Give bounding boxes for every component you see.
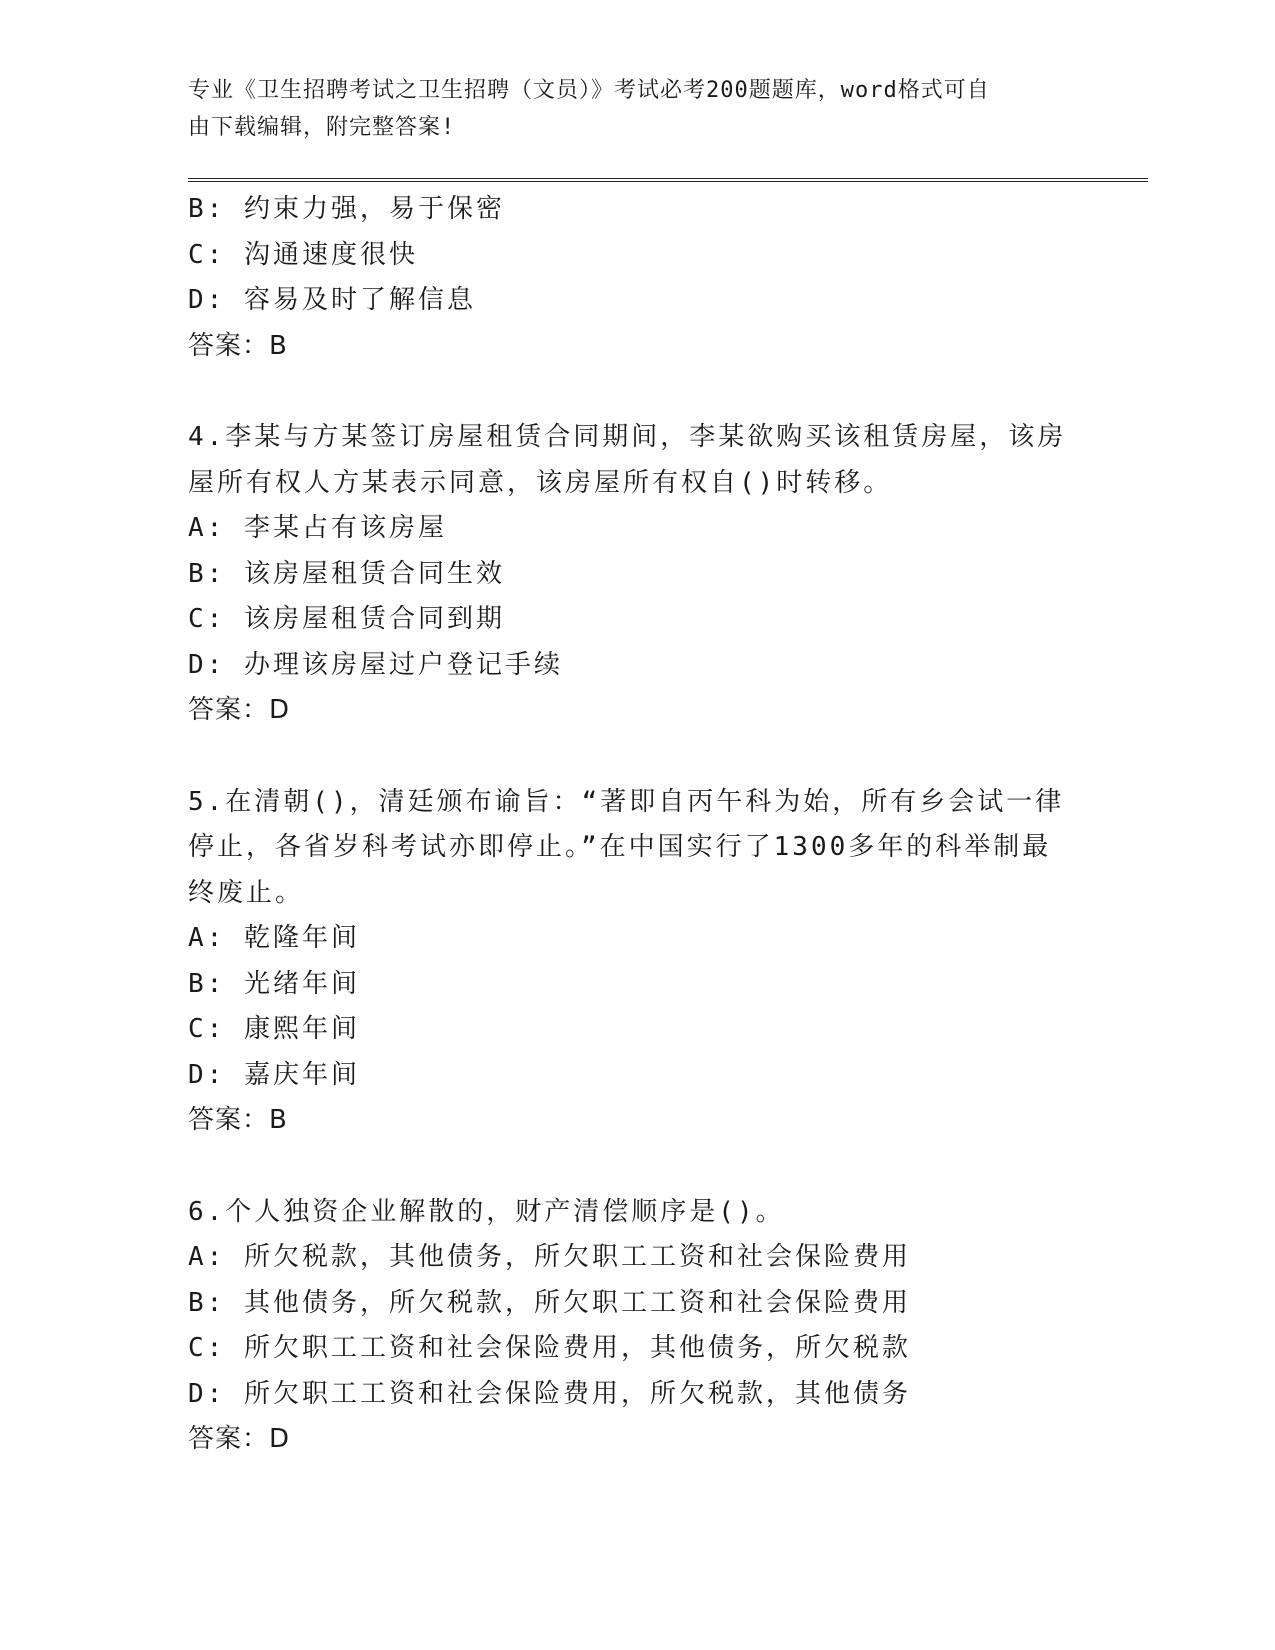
option-c: C: 所欠职工工资和社会保险费用，其他债务，所欠税款 (188, 1333, 911, 1363)
question-stem: 停止，各省岁科考试亦即停止。”在中国实行了1300多年的科举制最 (188, 832, 1052, 862)
answer-label: 答案：D (188, 695, 291, 725)
question-stem: 4.李某与方某签订房屋租赁合同期间，李某欲购买该租赁房屋，该房 (188, 422, 1067, 452)
question-4 (188, 415, 1088, 734)
spacer (188, 369, 1088, 415)
option-b: B: 约束力强，易于保密 (188, 194, 505, 224)
option-c: C: 沟通速度很快 (188, 239, 418, 270)
question-fragment (188, 187, 1088, 369)
answer-label: 答案：B (188, 1105, 288, 1135)
question-stem: 终废止。 (188, 877, 305, 908)
option-b: B: 光绪年间 (188, 968, 360, 999)
option-d: D: 嘉庆年间 (188, 1059, 360, 1090)
document-header (188, 72, 1088, 146)
option-a: A: 所欠税款，其他债务，所欠职工工资和社会保险费用 (188, 1242, 911, 1272)
option-d: D: 容易及时了解信息 (188, 285, 476, 315)
answer-label: 答案：B (188, 330, 288, 361)
question-stem: 6.个人独资企业解散的，财产清偿顺序是()。 (188, 1196, 785, 1227)
option-d: D: 办理该房屋过户登记手续 (188, 649, 563, 680)
option-d: D: 所欠职工工资和社会保险费用，所欠税款，其他债务 (188, 1378, 911, 1409)
option-a: A: 乾隆年间 (188, 923, 360, 953)
header-title-line-2: 由下载编辑，附完整答案! (188, 115, 456, 140)
header-title-line-1: 专业《卫生招聘考试之卫生招聘（文员）》考试必考200题题库，word格式可自 (188, 78, 990, 103)
question-stem: 屋所有权人方某表示同意，该房屋所有权自()时转移。 (188, 467, 893, 498)
question-5 (188, 780, 1088, 1144)
question-stem: 5.在清朝()，清廷颁布谕旨：“著即自丙午科为始，所有乡会试一律 (188, 786, 1065, 817)
question-6 (188, 1190, 1088, 1463)
option-b: B: 该房屋租赁合同生效 (188, 558, 505, 589)
spacer (188, 734, 1088, 780)
option-a: A: 李某占有该房屋 (188, 513, 447, 543)
answer-label: 答案：D (188, 1424, 291, 1454)
spacer (188, 1144, 1088, 1190)
option-c: C: 该房屋租赁合同到期 (188, 604, 505, 634)
option-c: C: 康熙年间 (188, 1014, 360, 1044)
option-b: B: 其他债务，所欠税款，所欠职工工资和社会保险费用 (188, 1287, 911, 1318)
question-list (188, 187, 1088, 1463)
header-divider (188, 178, 1148, 182)
